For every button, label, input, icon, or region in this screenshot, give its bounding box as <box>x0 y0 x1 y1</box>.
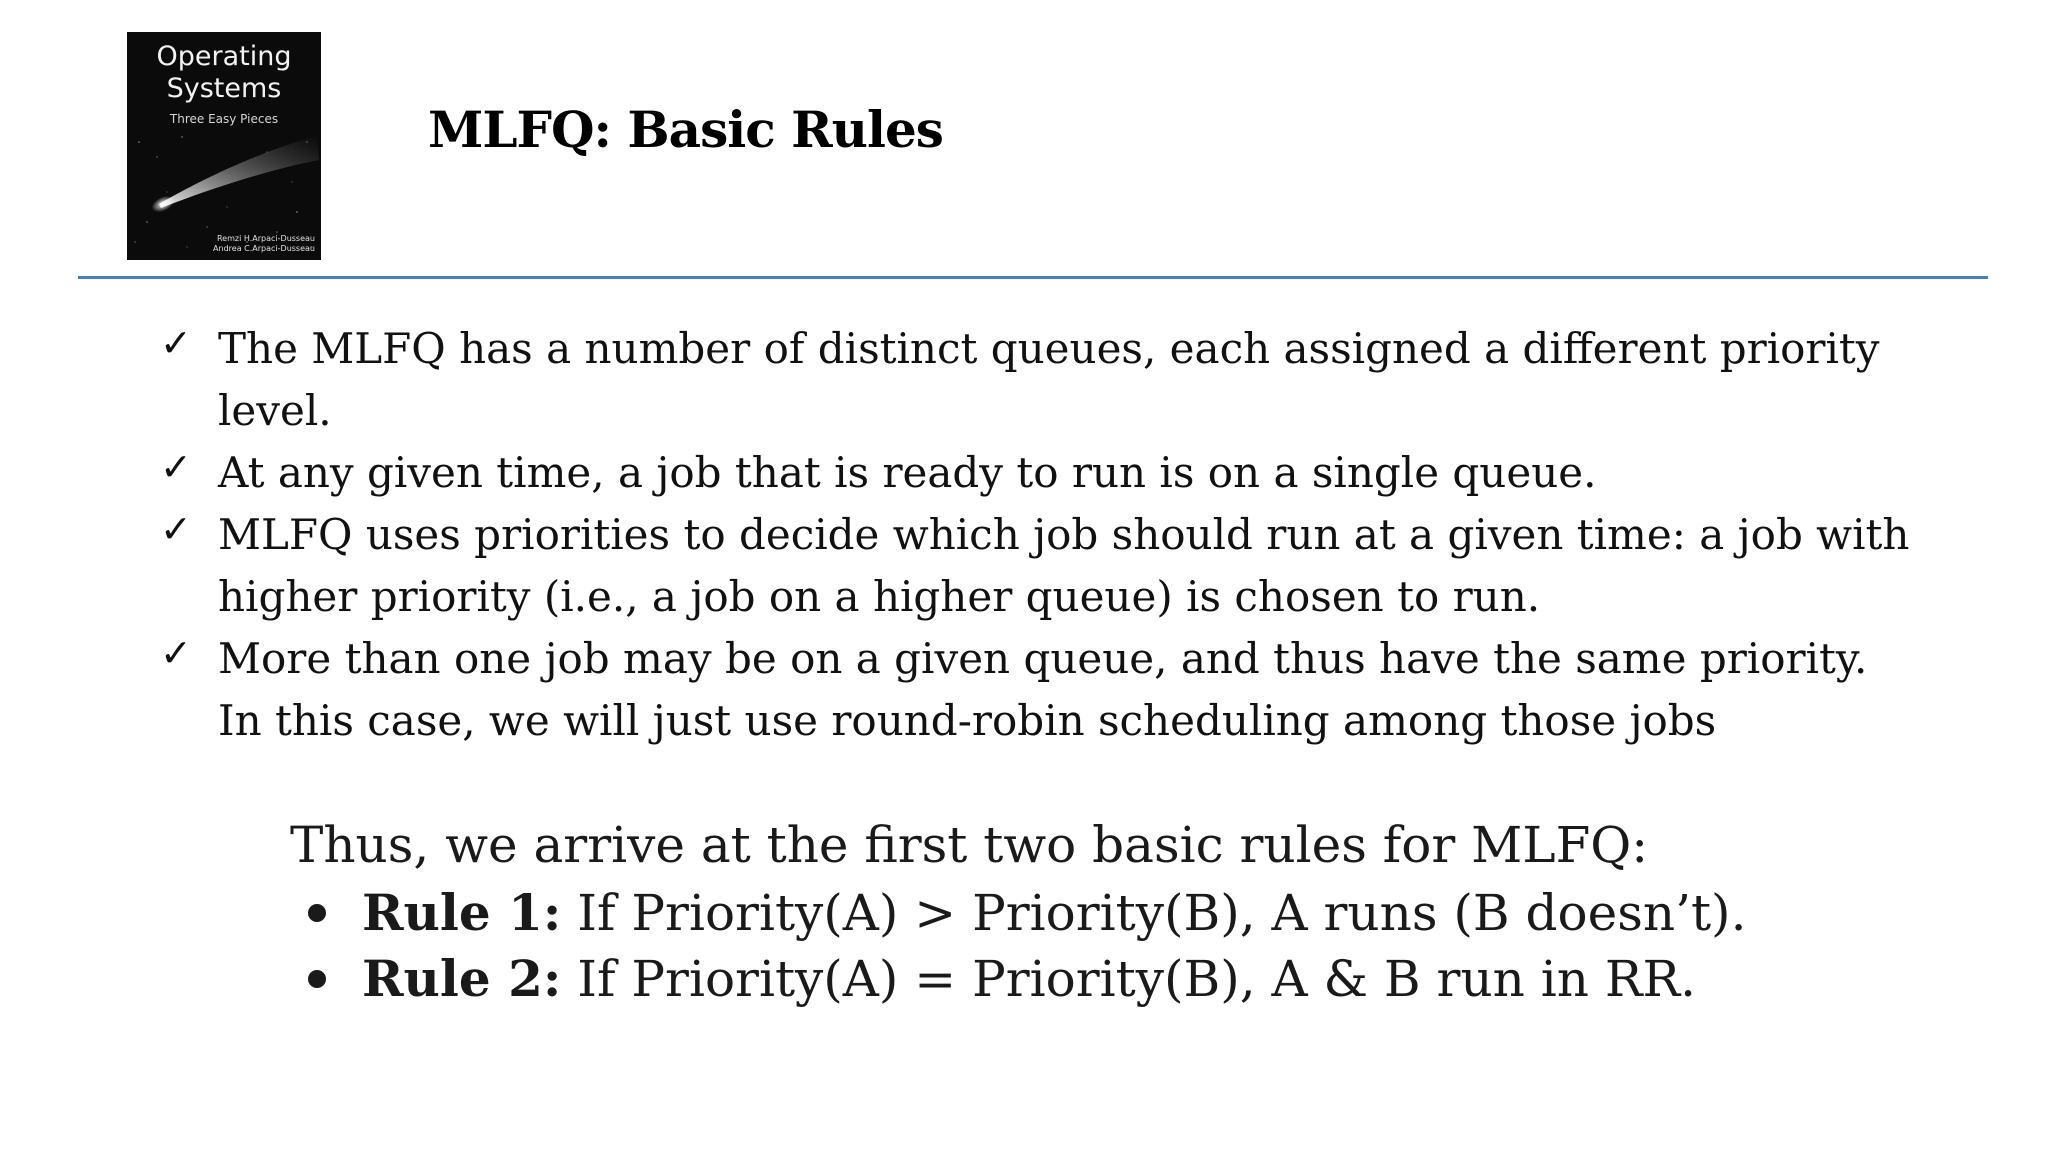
excerpt-intro: Thus, we arrive at the first two basic rules for MLFQ: <box>290 816 1649 874</box>
bullet-item <box>160 442 1920 504</box>
bullet-text: The MLFQ has a number of distinct queues, each assigned a different priority level. <box>218 324 1880 435</box>
checkmark-icon: ✓ <box>160 321 192 365</box>
title-divider <box>78 276 1988 279</box>
book-cover-image <box>127 32 321 260</box>
checkmark-icon: ✓ <box>160 445 192 489</box>
cover-author-2: Andrea C.Arpaci-Dusseau <box>213 244 315 253</box>
cover-subtitle: Three Easy Pieces <box>169 112 279 126</box>
bullet-item <box>160 504 1920 628</box>
cover-author-1: Remzi H.Arpaci-Dusseau <box>216 234 315 243</box>
slide-title: MLFQ: Basic Rules <box>428 100 943 159</box>
checkmark-icon: ✓ <box>160 507 192 551</box>
cover-title-line2: Systems <box>166 73 282 104</box>
rule-item <box>290 880 1770 946</box>
bullet-dot-icon <box>308 970 326 988</box>
rule-label: Rule 2: <box>362 949 562 1008</box>
rule-text: If Priority(A) = Priority(B), A & B run in RR. <box>561 950 1697 1008</box>
cover-title-line1: Operating <box>156 41 292 72</box>
bullet-dot-icon <box>308 904 326 922</box>
bullet-text: MLFQ uses priorities to decide which job should run at a given time: a job with higher priority (i.e., a job on a higher queue) is chosen to run. <box>218 510 1910 621</box>
bullet-list <box>160 318 1920 752</box>
bullet-text: More than one job may be on a given queue, and thus have the same priority. In this case, we will just use round-robin scheduling among those jobs <box>218 634 1868 745</box>
book-excerpt-image <box>290 810 1770 1012</box>
checkmark-icon: ✓ <box>160 631 192 675</box>
bullet-item <box>160 318 1920 442</box>
bullet-text: At any given time, a job that is ready to run is on a single queue. <box>218 448 1597 497</box>
rule-label: Rule 1: <box>362 883 562 942</box>
rule-item <box>290 946 1770 1012</box>
bullet-item <box>160 628 1920 752</box>
rule-text: If Priority(A) > Priority(B), A runs (B doesn’t). <box>561 884 1747 942</box>
